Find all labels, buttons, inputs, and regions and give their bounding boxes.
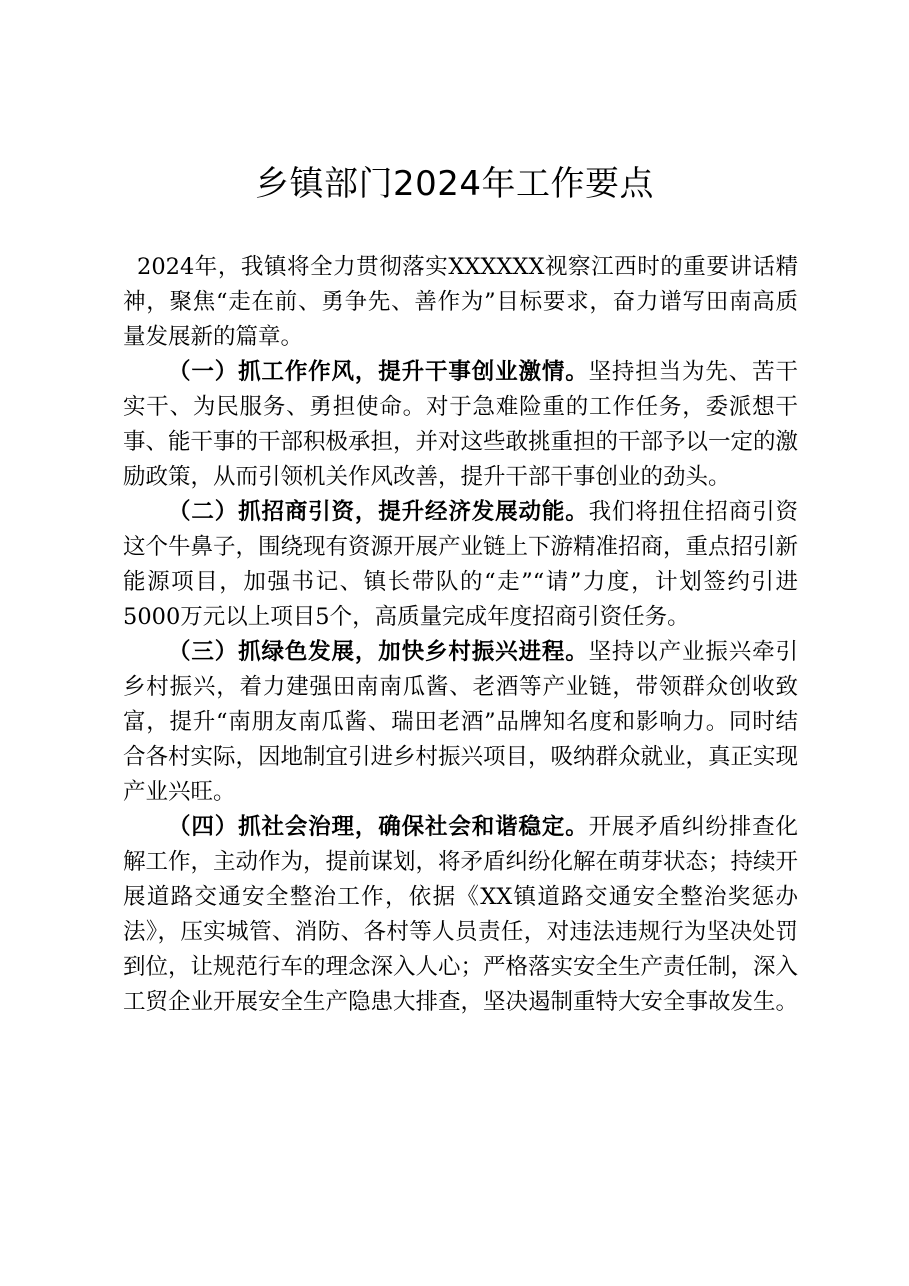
page-title: 乡镇部门2024年工作要点 xyxy=(254,164,655,204)
section-body-4: 开展矛盾纠纷排查化解工作，主动作为，提前谋划，将矛盾纠纷化解在萌芽状态；持续开展道路交通安全整治工作，依据《XX镇道路交通安全整治奖惩办法》，压实城管、消防、各村等人员责任，对违法违规行为坚决处罚到位，让规范行车的理念深入人心；严格落实安全生产责任制，深入工贸企业开展安全生产隐患大排查，坚决遏制重特大安全事故发生。 xyxy=(123,814,799,1015)
intro-paragraph: 2024年，我镇将全力贯彻落实XXXXXX视察江西时的重要讲话精神，聚焦“走在前、勇争先、善作为”目标要求，奋力谱写田南高质量发展新的篇章。 xyxy=(123,254,798,350)
section-paragraph-1 xyxy=(123,355,798,495)
document-body xyxy=(123,250,798,1020)
section-heading-4: （四）抓社会治理，确保社会和谐稳定。 xyxy=(168,814,589,840)
section-body-1: 坚持担当为先、苦干实干、为民服务、勇担使命。对于急难险重的工作任务，委派想干事、能干事的干部积极承担，并对这些敢挑重担的干部予以一定的激励政策，从而引领机关作风改善，提升干部干事创业的劲头。 xyxy=(123,359,799,490)
section-heading-2: （二）抓招商引资，提升经济发展动能。 xyxy=(168,499,589,525)
section-heading-1: （一）抓工作作风，提升干事创业激情。 xyxy=(168,359,589,385)
section-body-3: 坚持以产业振兴牵引乡村振兴，着力建强田南南瓜酱、老酒等产业链，带领群众创收致富，提升“南朋友南瓜酱、瑞田老酒”品牌知名度和影响力。同时结合各村实际，因地制宜引进乡村振兴项目，吸纳群众就业，真正实现产业兴旺。 xyxy=(123,639,799,805)
section-paragraph-2 xyxy=(123,495,798,635)
section-body-2: 我们将扭住招商引资这个牛鼻子，围绕现有资源开展产业链上下游精准招商，重点招引新能源项目，加强书记、镇长带队的“走”“请”力度，计划签约引进5000万元以上项目5个，高质量完成年度招商引资任务。 xyxy=(123,499,799,630)
section-paragraph-3 xyxy=(123,635,798,810)
section-paragraph-4 xyxy=(123,810,798,1020)
section-heading-3: （三）抓绿色发展，加快乡村振兴进程。 xyxy=(168,639,589,665)
